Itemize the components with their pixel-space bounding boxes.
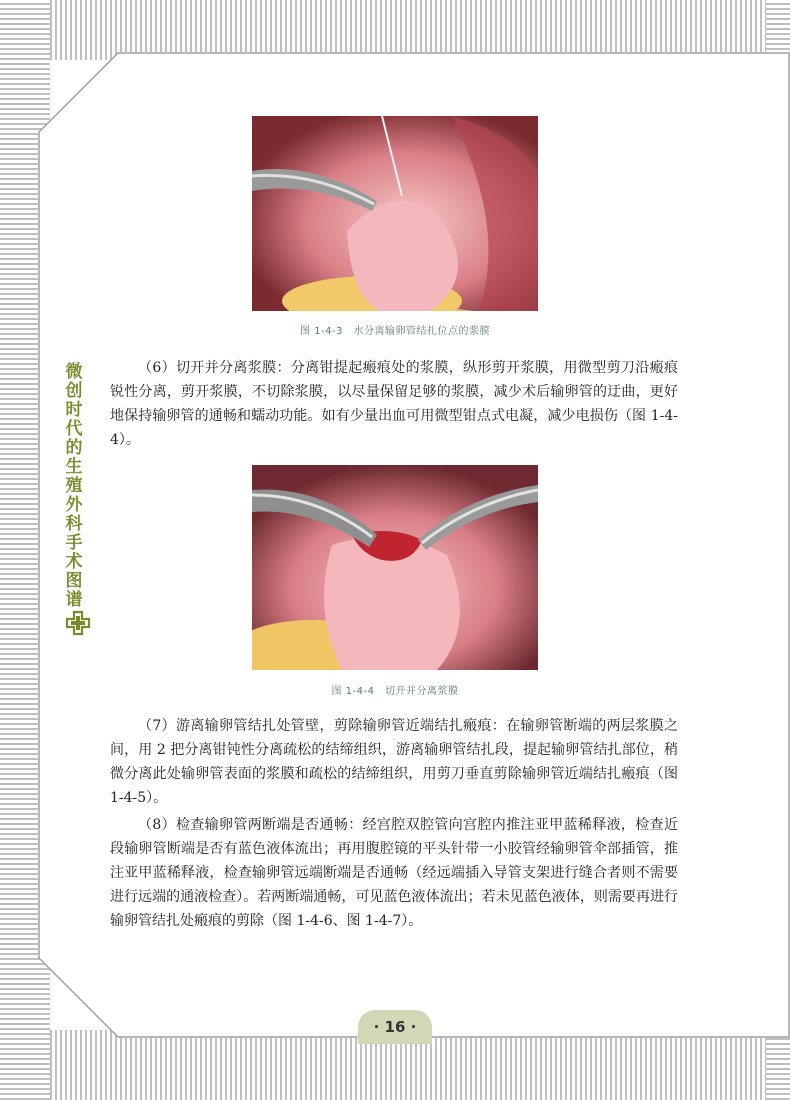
paragraph-7: （7）游离输卵管结扎处管壁，剪除输卵管近端结扎瘢痕：在输卵管断端的两层浆膜之间，用 2 把分离钳钝性分离疏松的结缔组织，游离输卵管结扎段，提起输卵管结扎部位，稍微分离此处输卵管表面的浆膜和疏松的结缔组织，用剪刀垂直剪除输卵管近端结扎瘢痕（图 1-4-5）。	[110, 718, 678, 806]
paragraph-6: （6）切开并分离浆膜：分离钳提起瘢痕处的浆膜，纵形剪开浆膜，用微型剪刀沿瘢痕锐性分离，剪开浆膜，不切除浆膜，以尽量保留足够的浆膜，减少术后输卵管的迂曲，更好地保持输卵管的通畅和蠕动功能。如有少量出血可用微型钳点式电凝，减少电损伤（图 1-4-4）。	[110, 360, 678, 448]
page-number: · 16 ·	[358, 1010, 432, 1044]
paragraph-8: （8）检查输卵管两断端是否通畅：经宫腔双腔管向宫腔内推注亚甲蓝稀释液，检查近段输卵管断端是否有蓝色液体流出；再用腹腔镜的平头针带一小胶管经输卵管伞部插管，推注亚甲蓝稀释液，检查输卵管远端断端是否通畅（经远端插入导管支架进行缝合者则不需要进行远端的通液检查）。若两断端通畅，可见蓝色液体流出；若未见蓝色液体，则需要再进行输卵管结扎处瘢痕的剪除（图 1-4-6、图 1-4-7）。	[110, 817, 678, 929]
frame-top-stripes	[0, 0, 790, 60]
figure-1-4-4-caption: 图 1-4-4 切开并分离浆膜	[331, 686, 459, 697]
figure-1-4-4-image	[252, 465, 538, 670]
figure-1-4-3-caption: 图 1-4-3 水分离输卵管结扎位点的浆膜	[300, 326, 490, 337]
medical-cross-icon	[65, 610, 91, 636]
book-title-vertical: 微创时代的生殖外科手术图谱	[65, 362, 83, 610]
figure-1-4-3-image	[252, 116, 538, 311]
